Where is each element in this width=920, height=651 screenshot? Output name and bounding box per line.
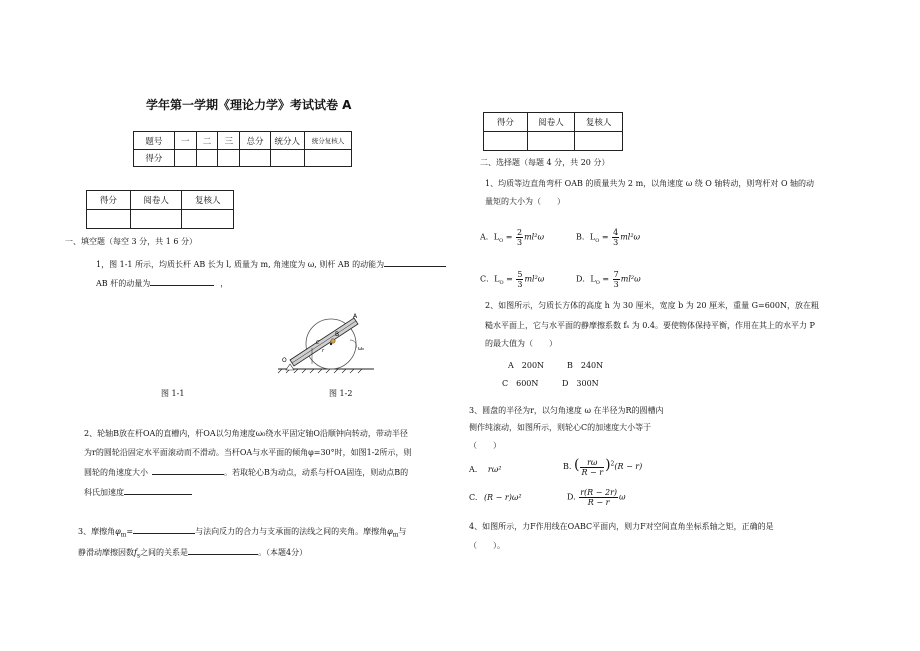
option-eq: = (599, 274, 612, 284)
grader-cell (527, 132, 575, 151)
option-b (576, 228, 640, 247)
s2-q2-option: C 600N (502, 379, 539, 388)
grader-table-1 (86, 190, 234, 229)
option-eq: = (599, 232, 612, 242)
fig-label-omega: ω₀ (358, 346, 365, 352)
option-expr: ml²ω (524, 274, 545, 284)
answer-blank (124, 486, 192, 495)
s1-q1-text: 1，图 1-1 所示，均质长杆 AB 长为 l, 质量为 m, 角速度为 ω, 则杆 AB 的动能为 (96, 260, 385, 269)
s1-q2-text: 。若取轮心B为动点，动系与杆OA固连，则动点B的 (224, 468, 409, 477)
score-cell (218, 150, 240, 167)
denominator: 3 (613, 280, 619, 289)
s1-q3-text: 与法向反力的合力与支承面的法线之间的夹角。摩擦角 (195, 527, 388, 536)
q3-option-a (469, 465, 501, 474)
score-table-row-label: 得分 (134, 150, 175, 167)
option-label: A．L (480, 232, 500, 242)
option-expr: ml²ω (524, 232, 544, 242)
q3-option-c (469, 493, 522, 502)
s1-q2-line1: 2、轮轴B放在杆OA的直槽内，杆OA以匀角速度ω₀绕水平固定轴O沿顺钟向转动，带动半径 (84, 429, 408, 438)
score-table-header: 一 (174, 132, 196, 150)
s1-q2-text: 科氏加速度 (84, 488, 124, 497)
fraction (613, 270, 620, 289)
grader-cell (575, 132, 623, 151)
s2-q2-option: D 300N (562, 379, 599, 388)
fig-label-o: O (282, 357, 287, 364)
s1-q2-text: 圆轮的角速度大小 (84, 468, 148, 477)
option-label: B．L (576, 232, 596, 242)
s1-q3-line1 (78, 525, 406, 539)
fraction (612, 228, 619, 247)
figure-1-1-caption: 图 1-1 (161, 389, 185, 398)
s2-q1-line1: 1、均质等边直角弯杆 OAB 的质量共为 2 m，以角速度 ω 绕 O 轴转动，则弯杆对 O 轴的动 (485, 179, 815, 188)
option-sub: O (499, 280, 504, 287)
s2-q3-line3: （ ） (469, 441, 501, 450)
score-table-header: 统分复核人 (304, 132, 351, 150)
score-cell (304, 150, 351, 167)
option-expr: ω (619, 492, 626, 502)
q3-option-b: B. ( $\frac{r\omega}{R - r}$ )$^2$(R − r) (563, 457, 643, 477)
s1-q3-text: 与 (398, 527, 407, 536)
s1-q1-text: AB 杆的动量为 (96, 279, 151, 288)
fig-label-c: C (316, 340, 320, 346)
answer-blank (188, 546, 258, 555)
fig-label-a: A (353, 313, 358, 320)
option-a (480, 228, 544, 247)
option-label: D．L (576, 274, 596, 284)
option-label: A. (469, 465, 478, 474)
grader-cell (130, 210, 182, 229)
fig-label-b: B (335, 331, 340, 338)
answer-blank (133, 525, 195, 534)
score-table-header: 二 (196, 132, 218, 150)
s1-q1-text: ， (220, 279, 229, 288)
option-eq: = (503, 274, 516, 284)
score-table-header: 三 (218, 132, 240, 150)
section2-heading: 二、选择题（每题 4 分，共 20 分） (480, 158, 610, 167)
figure-1-2 (276, 306, 376, 376)
s2-q2-line2: 糙水平面上，它与水平面的静摩擦系数 fₛ 为 0.4。要使物体保持平衡，作用在其上的水平力 P (485, 321, 815, 330)
phi-m-symbol: φ (115, 527, 121, 536)
option-sub: O (595, 280, 600, 287)
option-c (480, 270, 544, 289)
fig-label-r: r (322, 348, 325, 354)
s1-q3-line2 (78, 546, 307, 560)
numerator: 4 (613, 228, 619, 237)
s1-q3-text: 静滑动摩擦因数 (78, 548, 134, 557)
score-cell (270, 150, 304, 167)
denominator: R − r (581, 467, 604, 477)
s1-q2-line3 (84, 466, 408, 478)
option-label: C．L (480, 274, 500, 284)
grader-table-2 (483, 112, 623, 151)
fraction (579, 488, 618, 507)
page-title: 学年第一学期《理论力学》考试试卷 A (146, 98, 352, 112)
numerator: rω (580, 458, 604, 468)
score-cell (196, 150, 218, 167)
s2-q2-option: A 200N (508, 361, 545, 370)
score-table-header: 总分 (240, 132, 270, 150)
option-label: B. (563, 462, 572, 471)
score-cell (240, 150, 270, 167)
denominator: 3 (517, 280, 523, 289)
option-expr: (R − r)ω² (483, 493, 522, 502)
q3-option-d (567, 488, 626, 507)
s1-q3-text: 3、摩擦角 (78, 527, 116, 536)
s2-q4-line2: （ ）。 (469, 541, 505, 550)
numerator: 2 (517, 228, 523, 237)
score-table (133, 131, 352, 167)
option-sub: O (499, 238, 504, 245)
grader-cell (87, 210, 131, 229)
fs-symbol: f (134, 548, 137, 557)
s2-q3-line1: 3、圆盘的半径为r，以匀角速度 ω 在半径为R的圆槽内 (469, 406, 664, 415)
s1-q2-line4 (84, 486, 192, 498)
score-table-header: 题号 (134, 132, 175, 150)
s1-q2-line2: 为r的圆轮沿固定水平面滚动而不滑动。当杆OA与水平面的倾角φ=30°时，如图1-2所示，则 (84, 448, 412, 457)
s2-q3-line2: 侧作纯滚动，如图所示，则轮心C的加速度大小等于 (469, 423, 652, 432)
paren: ) (605, 457, 611, 473)
grader-header: 得分 (484, 113, 528, 132)
grader-cell (484, 132, 528, 151)
s1-q3-text: = (126, 527, 134, 536)
grader-header: 得分 (87, 191, 131, 210)
s2-q1-line2: 量矩的大小为（ ） (485, 197, 565, 206)
numerator: r(R − 2r) (580, 488, 618, 497)
option-expr: ml²ω (620, 232, 641, 242)
grader-header: 阅卷人 (130, 191, 182, 210)
option-expr: rω² (487, 465, 502, 474)
s1-q1-line2 (96, 277, 228, 289)
paren: ( (573, 457, 580, 473)
grader-header: 复核人 (575, 113, 623, 132)
grader-cell (182, 210, 234, 229)
figure-1-2-caption: 图 1-2 (329, 389, 353, 398)
option-label: D. (567, 492, 576, 502)
answer-blank (152, 466, 224, 475)
s2-q2-line1: 2、如图所示，匀质长方体的高度 h 为 30 厘米，宽度 b 为 20 厘米，重量 G=600N，放在粗 (485, 301, 819, 310)
s1-q3-text: 。（本题4分） (258, 548, 308, 557)
answer-blank (384, 258, 446, 267)
score-table-header: 统分人 (270, 132, 304, 150)
s2-q2-line3: 的最大值为（ ） (485, 339, 557, 348)
phi-m-symbol: φ (387, 527, 393, 536)
denominator: 3 (613, 238, 619, 247)
s1-q1-line1 (96, 258, 446, 270)
section1-heading: 一、填空题（每空 3 分，共 1 6 分） (65, 237, 197, 246)
s2-q2-option: B 240N (567, 361, 604, 370)
phi-m-sub: m (120, 531, 127, 539)
s1-q3-text: 之间的关系是 (140, 548, 189, 557)
grader-header: 阅卷人 (527, 113, 575, 132)
option-expr: ml²ω (620, 274, 641, 284)
denominator: R − r (587, 498, 610, 507)
numerator: 5 (517, 270, 523, 279)
option-expr: (R − r) (614, 462, 643, 471)
option-label: C. (469, 493, 478, 502)
answer-blank (150, 277, 214, 286)
score-cell (174, 150, 196, 167)
option-d (576, 270, 641, 289)
option-eq: = (503, 232, 515, 242)
fraction (516, 270, 523, 289)
fs-sub: s (136, 552, 141, 560)
option-sub: O (595, 238, 600, 245)
fraction (516, 228, 523, 247)
denominator: 3 (517, 238, 523, 247)
numerator: 7 (613, 270, 619, 279)
phi-m-sub: m (392, 531, 399, 539)
s2-q4-line1: 4、如图所示，力F作用线在OABC平面内，则力F对空间直角坐标系轴之矩，正确的是 (469, 522, 774, 531)
grader-header: 复核人 (182, 191, 234, 210)
fraction (580, 458, 604, 477)
